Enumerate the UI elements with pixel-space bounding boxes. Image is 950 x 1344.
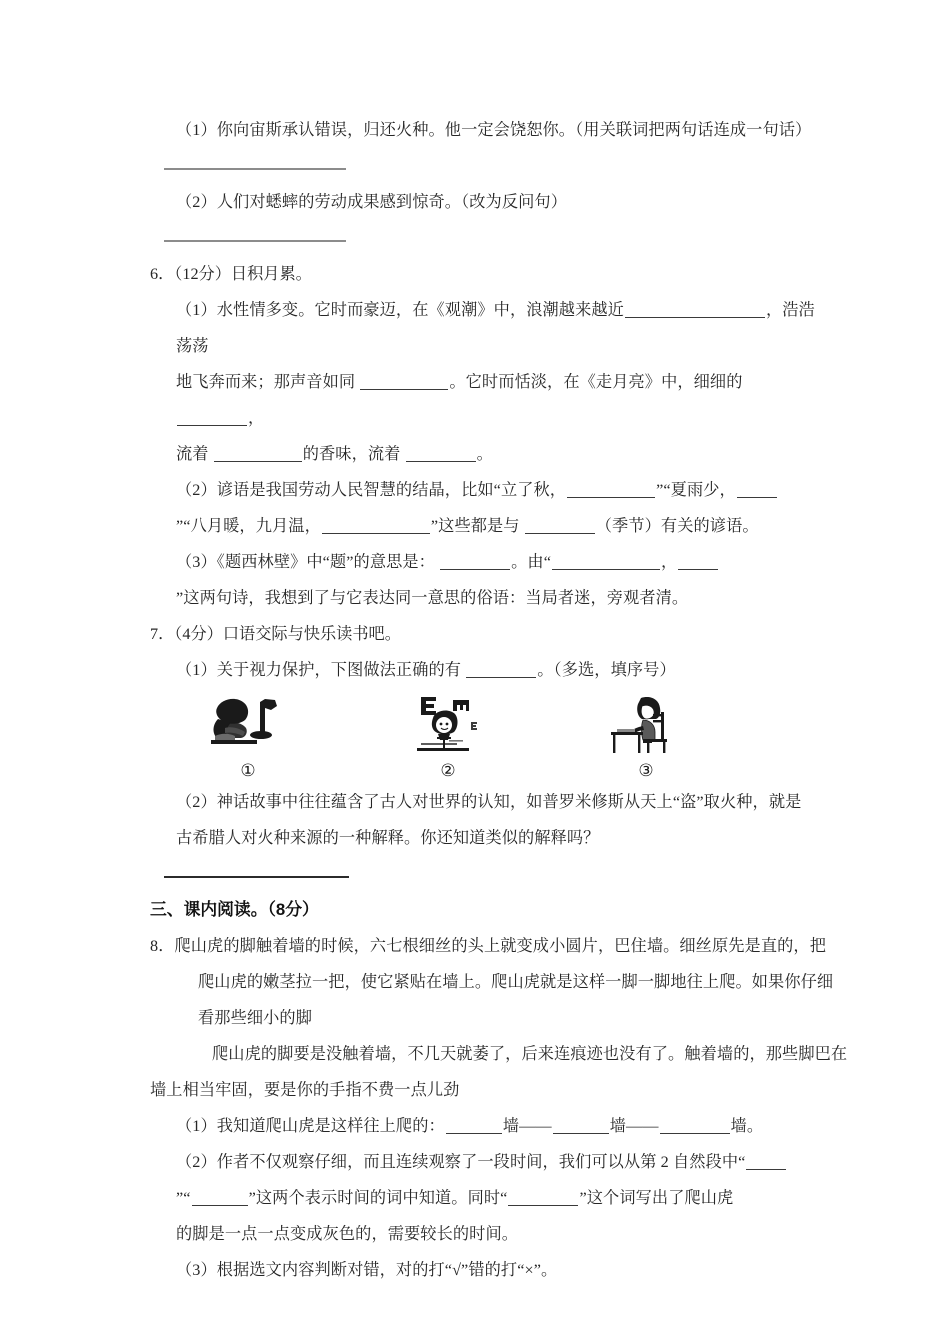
q6-sub2-part-c: ”“八月暖，九月温， — [176, 517, 321, 535]
q6-sub3-part-b: 。由“ — [511, 553, 552, 571]
q8-sub1-blank-3[interactable] — [660, 1118, 730, 1134]
q6-sub1-part-d: 。它时而恬淡，在《走月亮》中，细细的 — [449, 373, 743, 391]
q8-sub1-blank-1[interactable] — [446, 1118, 502, 1134]
q8-sub1-blank-2[interactable] — [553, 1118, 609, 1134]
q8-sub1-part-b: 墙—— — [502, 1117, 552, 1135]
q6-sub1-blank-1[interactable] — [625, 302, 765, 318]
q6-sub1 — [168, 292, 816, 472]
q6-sub2-part-d: ”这些都是与 — [430, 517, 520, 535]
child-correct-sitting-posture-desk-icon — [603, 692, 689, 758]
q7-sub2-line2: 古希腊人对火种来源的一种解释。你还知道类似的解释吗？ — [176, 829, 600, 847]
q6-sub1-blank-3[interactable] — [177, 410, 247, 426]
q6-sub2-part-e: （季节）有关的谚语。 — [595, 517, 759, 535]
q6-sub3-part-a: （3）《题西林壁》中“题”的意思是： — [176, 553, 435, 571]
q7-sub2-answer-line[interactable] — [168, 856, 816, 892]
q6-sub3-blank-1[interactable] — [440, 554, 510, 570]
q8-sub1 — [168, 1108, 816, 1144]
q8-para1-line3: 看那些细小的脚 — [198, 1009, 313, 1027]
q6-sub2-part-b: ”“夏雨少， — [656, 481, 736, 499]
q6-sub2-blank-3[interactable] — [322, 518, 430, 534]
q7-picture-1[interactable] — [178, 692, 318, 784]
q8-sub2-blank-3[interactable] — [508, 1190, 578, 1206]
q5-sub1-answer-line[interactable] — [168, 148, 816, 184]
q6-sub3-part-c: ， — [661, 553, 678, 571]
q8-para1-line1 — [150, 928, 826, 964]
q6-sub2-blank-4[interactable] — [525, 518, 595, 534]
q6-heading — [150, 256, 816, 292]
q8-sub2-part-a: （2）作者不仅观察仔细，而且连续观察了一段时间，我们可以从第 2 自然段中“ — [176, 1153, 746, 1171]
q5-sub2-answer-line[interactable] — [168, 220, 816, 256]
q8-sub2-blank-2[interactable] — [192, 1190, 248, 1206]
q7-title: （4分）口语交际与快乐读书吧。 — [174, 625, 401, 643]
q6-sub2 — [168, 472, 816, 544]
q8-para1-line1-text: 爬山虎的脚触着墙的时候，六七根细丝的头上就变成小圆片，巴住墙。细丝原先是直的，把 — [174, 937, 826, 955]
q8-sub2 — [168, 1144, 816, 1252]
q8-para2-line2: 墙上相当牢固，要是你的手指不费一点儿劲 — [150, 1081, 460, 1099]
q6-sub1-blank-4[interactable] — [214, 446, 302, 462]
q7-picture-2-label: ② — [440, 761, 456, 781]
section-3-heading: 三、课内阅读。（8分） — [150, 900, 319, 919]
q6-sub3-blank-3[interactable] — [678, 554, 718, 570]
q6-sub3-blank-2[interactable] — [552, 554, 660, 570]
q8-sub2-part-c: ”这两个表示时间的词中知道。同时“ — [248, 1189, 508, 1207]
q6-number: 6． — [150, 265, 175, 283]
eye-chart-vision-test-icon — [405, 692, 491, 758]
q6-sub1-blank-2[interactable] — [360, 374, 448, 390]
q6-sub1-part-b: ，浩浩荡荡 — [176, 301, 815, 355]
q6-sub1-blank-5[interactable] — [406, 446, 476, 462]
q8-sub1-part-c: 墙—— — [609, 1117, 659, 1135]
q6-sub2-blank-1[interactable] — [567, 482, 655, 498]
q8-para1-line2: 爬山虎的嫩茎拉一把，使它紧贴在墙上。爬山虎就是这样一脚一脚地往上爬。如果你仔细 — [198, 973, 834, 991]
q6-sub1-part-c: 地飞奔而来；那声音如同 — [176, 373, 356, 391]
q7-picture-3[interactable] — [576, 692, 716, 784]
child-reading-hunched-with-lamp-icon — [205, 692, 291, 758]
q6-sub3-part-d: ”这两句诗，我想到了与它表达同一意思的俗语：当局者迷，旁观者清。 — [176, 589, 689, 607]
q8-sub2-blank-1[interactable] — [746, 1154, 786, 1170]
q7-picture-2[interactable] — [378, 692, 518, 784]
q8-para2-line1: 爬山虎的脚要是没触着墙，不几天就萎了，后来连痕迹也没有了。触着墙的，那些脚巴在 — [212, 1045, 848, 1063]
q6-sub2-part-a: （2）谚语是我国劳动人民智慧的结晶，比如“立了秋， — [176, 481, 567, 499]
q6-sub1-part-f: 流着 — [176, 445, 209, 463]
q7-number: 7． — [150, 625, 175, 643]
q8-sub2-part-b: ”“ — [176, 1189, 191, 1207]
q6-title: （12分）日积月累。 — [174, 265, 312, 283]
q8-sub1-part-a: （1）我知道爬山虎是这样往上爬的： — [176, 1117, 445, 1135]
q8-sub3: （3）根据选文内容判断对错，对的打“√”错的打“×”。 — [176, 1261, 558, 1279]
q8-number: 8． — [150, 937, 175, 955]
q5-sub1-text: （1）你向宙斯承认错误，归还火种。他一定会饶恕你。（用关联词把两句话连成一句话） — [176, 121, 812, 139]
q7-sub1-blank[interactable] — [466, 662, 536, 678]
q6-sub1-part-e: ， — [248, 409, 265, 427]
q5-sub2-text: （2）人们对蟋蟀的劳动成果感到惊奇。（改为反问句） — [176, 193, 567, 211]
q6-sub2-blank-2[interactable] — [737, 482, 777, 498]
q6-sub3 — [168, 544, 816, 616]
q8-sub1-part-d: 墙。 — [730, 1117, 764, 1135]
q7-sub1-part-b: 。（多选，填序号） — [537, 661, 676, 679]
page-content — [150, 0, 848, 1288]
q7-picture-row — [168, 692, 816, 784]
q8-sub2-part-d: ”这个词写出了爬山虎 — [579, 1189, 734, 1207]
q7-picture-3-label: ③ — [638, 761, 654, 781]
q7-picture-1-label: ① — [240, 761, 256, 781]
q6-sub1-part-h: 。 — [476, 445, 493, 463]
q7-sub2-line1: （2）神话故事中往往蕴含了古人对世界的认知，如普罗米修斯从天上“盗”取火种，就是 — [176, 793, 802, 811]
q7-sub1 — [168, 652, 816, 688]
q7-sub1-part-a: （1）关于视力保护，下图做法正确的有 — [176, 661, 462, 679]
q6-sub1-part-a: （1）水性情多变。它时而豪迈，在《观潮》中，浪潮越来越近 — [176, 301, 624, 319]
q8-sub2-part-e: 的脚是一点一点变成灰色的，需要较长的时间。 — [176, 1225, 519, 1243]
q7-heading — [150, 616, 816, 652]
q6-sub1-part-g: 的香味，流着 — [302, 445, 401, 463]
